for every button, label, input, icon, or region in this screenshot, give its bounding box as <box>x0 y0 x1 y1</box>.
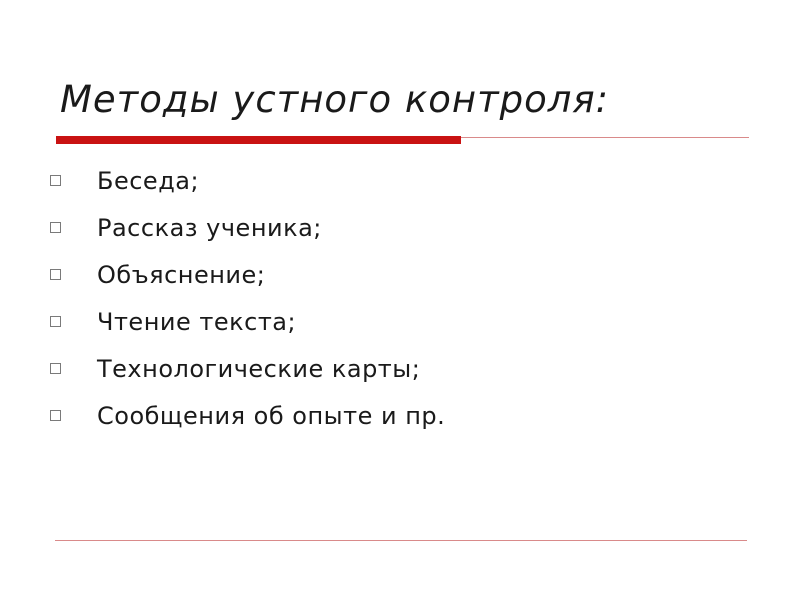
footer-rule <box>55 540 747 541</box>
list-item <box>50 345 445 392</box>
hollow-square-icon <box>50 410 61 421</box>
list-item <box>50 392 445 439</box>
list-item <box>50 204 445 251</box>
list-item <box>50 157 445 204</box>
list-item <box>50 251 445 298</box>
hollow-square-icon <box>50 175 61 186</box>
title-underline-rule <box>461 137 749 138</box>
hollow-square-icon <box>50 316 61 327</box>
list-item-text: Сообщения об опыте и пр. <box>97 401 446 430</box>
title-underline-accent <box>56 136 461 144</box>
list-item-text: Рассказ ученика; <box>97 213 322 242</box>
hollow-square-icon <box>50 363 61 374</box>
list-item-text: Технологические карты; <box>97 354 421 383</box>
slide-title: Методы устного контроля: <box>60 78 610 121</box>
hollow-square-icon <box>50 222 61 233</box>
list-item-text: Беседа; <box>97 166 200 195</box>
hollow-square-icon <box>50 269 61 280</box>
bullet-list <box>50 157 445 439</box>
list-item <box>50 298 445 345</box>
list-item-text: Объяснение; <box>97 260 266 289</box>
list-item-text: Чтение текста; <box>97 307 297 336</box>
